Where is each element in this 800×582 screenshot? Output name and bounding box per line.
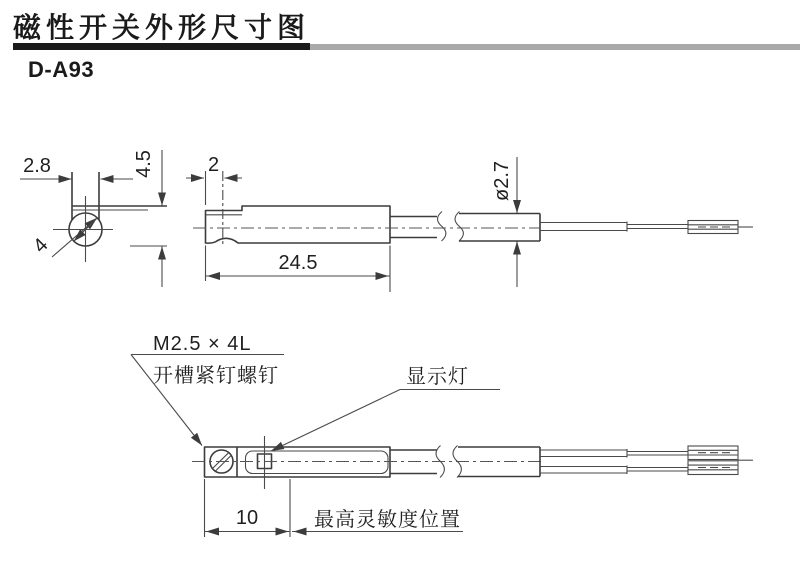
sensitivity-label: 最高灵敏度位置 bbox=[314, 509, 461, 531]
cable-jacket-1 bbox=[390, 217, 437, 238]
dim-4-5-value: 4.5 bbox=[133, 150, 155, 178]
side-view-body bbox=[193, 206, 540, 243]
indicator-leader bbox=[271, 390, 400, 452]
wire-top-conductor bbox=[627, 452, 688, 456]
dim-2-value: 2 bbox=[207, 154, 220, 176]
dim-cable-diameter bbox=[491, 157, 517, 287]
label-sensitivity bbox=[292, 508, 463, 532]
dim-24-5 bbox=[206, 246, 391, 293]
label-screw bbox=[131, 333, 284, 446]
wire-bottom-conductor bbox=[627, 468, 688, 472]
dim-cable-diameter-value: ø2.7 bbox=[491, 160, 513, 202]
dim-2-8-value: 2.8 bbox=[23, 155, 51, 177]
wire-conductor bbox=[627, 225, 688, 229]
top-view-body bbox=[192, 436, 543, 489]
top-drawing bbox=[20, 150, 753, 292]
wire-insulated bbox=[540, 222, 627, 232]
wire-top-insulated bbox=[540, 449, 627, 458]
model-number: D-A93 bbox=[28, 57, 95, 82]
bottom-drawing bbox=[131, 333, 753, 537]
wire-bottom-insulated bbox=[540, 466, 627, 475]
end-view bbox=[53, 172, 167, 262]
cable-jacket-2 bbox=[459, 214, 540, 242]
side-view-cable bbox=[390, 212, 753, 242]
dim-2-8 bbox=[20, 155, 133, 179]
dim-diameter-4-value: 4 bbox=[29, 234, 53, 258]
indicator-label: 显示灯 bbox=[406, 366, 469, 388]
page-title: 磁性开关外形尺寸图 bbox=[13, 12, 311, 43]
dim-2 bbox=[186, 154, 242, 247]
dim-4-5 bbox=[130, 150, 167, 287]
side-view-outline bbox=[206, 206, 391, 243]
cable-break-1 bbox=[438, 212, 446, 242]
dim-diameter-4 bbox=[29, 218, 97, 258]
label-indicator bbox=[271, 365, 500, 451]
dim-10 bbox=[205, 479, 291, 537]
screw-name-label: 开槽紧钉螺钉 bbox=[153, 365, 279, 387]
dim-10-value: 10 bbox=[235, 507, 259, 529]
dim-24-5-value: 24.5 bbox=[278, 252, 318, 274]
screw-spec-label: M2.5 × 4L bbox=[153, 333, 252, 355]
cable-break-2 bbox=[455, 212, 463, 242]
